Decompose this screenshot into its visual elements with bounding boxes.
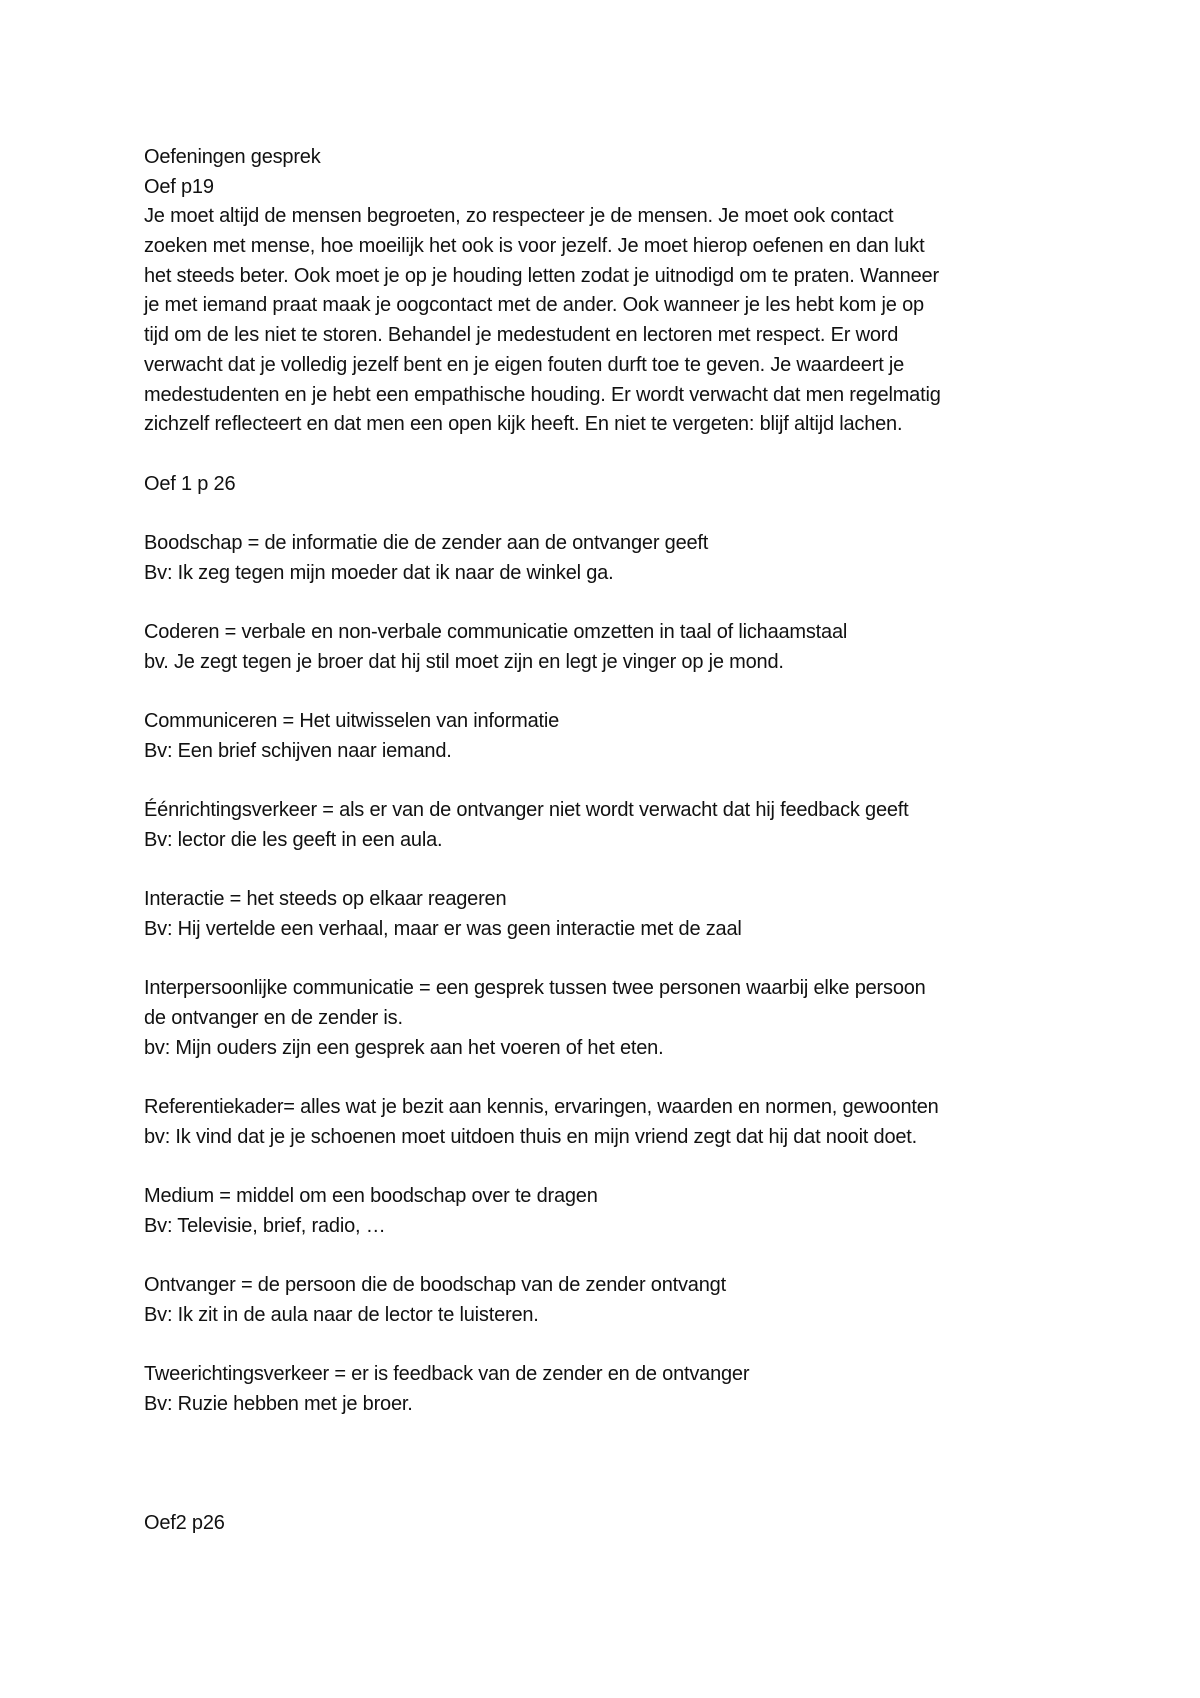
paragraph-line: tijd om de les niet te storen. Behandel je medestudent en lectoren met respect. Er word: [144, 324, 899, 347]
blank-line: [144, 945, 1074, 975]
blank-line: [144, 1241, 1074, 1271]
paragraph-line: het steeds beter. Ook moet je op je houding letten zodat je uitnodigd om te praten. Wanneer: [144, 264, 939, 287]
paragraph-line: je met iemand praat maak je oogcontact met de ander. Ook wanneer je les hebt kom je op: [144, 294, 924, 317]
blank-line: [144, 766, 1074, 796]
paragraph-line: verwacht dat je volledig jezelf bent en je eigen fouten durft toe te geven. Je waardeert je: [144, 353, 905, 376]
section-oef-p19: [144, 173, 1074, 440]
definition-term: Communiceren = Het uitwisselen van informatie: [144, 710, 560, 733]
blank-line: [144, 677, 1074, 707]
paragraph-line: zoeken met mense, hoe moeilijk het ook is voor jezelf. Je moet hierop oefenen en dan lukt: [144, 235, 925, 258]
definition-entry-communiceren: [144, 707, 1074, 766]
definition-example: bv: Mijn ouders zijn een gesprek aan het voeren of het eten.: [144, 1036, 664, 1059]
definition-entry-interactie: [144, 885, 1074, 944]
definition-entry-boodschap: [144, 529, 1074, 588]
definition-term: Boodschap = de informatie die de zender aan de ontvanger geeft: [144, 531, 709, 554]
definition-example: Bv: Hij vertelde een verhaal, maar er was geen interactie met de zaal: [144, 917, 742, 940]
blank-line: [144, 1331, 1074, 1361]
paragraph-line: medestudenten en je hebt een empathische houding. Er wordt verwacht dat men regelmatig: [144, 383, 941, 406]
definition-term: Éénrichtingsverkeer = als er van de ontvanger niet wordt verwacht dat hij feedback geeft: [144, 799, 909, 822]
blank-line: [144, 588, 1074, 618]
section-heading: Oef p19: [144, 175, 214, 198]
blank-line: [144, 856, 1074, 886]
paragraph-line: Je moet altijd de mensen begroeten, zo respecteer je de mensen. Je moet ook contact: [144, 205, 894, 228]
definition-term: Ontvanger = de persoon die de boodschap van de zender ontvangt: [144, 1274, 726, 1297]
blank-space: [144, 1420, 1074, 1509]
definition-term: Coderen = verbale en non-verbale communicatie omzetten in taal of lichaamstaal: [144, 621, 848, 643]
definition-term: Interpersoonlijke communicatie = een gesprek tussen twee personen waarbij elke persoon: [144, 977, 926, 1000]
blank-line: [144, 440, 1074, 470]
definition-term-continued: de ontvanger en de zender is.: [144, 1006, 403, 1029]
document-body: [144, 143, 1074, 1538]
section-heading-oef-1-p-26: Oef 1 p 26: [144, 472, 236, 495]
document-title: Oefeningen gesprek: [144, 146, 321, 168]
blank-line: [144, 1063, 1074, 1093]
definition-example: bv. Je zegt tegen je broer dat hij stil moet zijn en legt je vinger op je mond.: [144, 650, 784, 673]
definition-example: Bv: Televisie, brief, radio, …: [144, 1214, 386, 1237]
definition-example: Bv: Ruzie hebben met je broer.: [144, 1392, 413, 1415]
definition-term: Interactie = het steeds op elkaar reageren: [144, 888, 507, 911]
paragraph-line: zichzelf reflecteert en dat men een open kijk heeft. En niet te vergeten: blijf altijd lachen.: [144, 413, 903, 436]
blank-line: [144, 499, 1074, 529]
blank-line: [144, 1152, 1074, 1182]
definition-example: Bv: lector die les geeft in een aula.: [144, 828, 443, 851]
definition-example: Bv: Een brief schijven naar iemand.: [144, 739, 452, 762]
definition-entry-referentiekader: [144, 1093, 1074, 1152]
definition-entry-eenrichtingsverkeer: [144, 796, 1074, 855]
definition-term: Tweerichtingsverkeer = er is feedback van de zender en de ontvanger: [144, 1363, 750, 1386]
definition-entry-tweerichtingsverkeer: [144, 1360, 1074, 1419]
definition-example: Bv: Ik zeg tegen mijn moeder dat ik naar de winkel ga.: [144, 561, 614, 584]
definition-term: Referentiekader= alles wat je bezit aan kennis, ervaringen, waarden en normen, gewoonten: [144, 1096, 939, 1118]
definition-example: Bv: Ik zit in de aula naar de lector te luisteren.: [144, 1303, 539, 1326]
definition-entry-ontvanger: [144, 1271, 1074, 1330]
definition-term: Medium = middel om een boodschap over te dragen: [144, 1185, 598, 1208]
definition-entry-medium: [144, 1182, 1074, 1241]
section-heading-oef2-p26: Oef2 p26: [144, 1511, 225, 1534]
definition-example: bv: Ik vind dat je je schoenen moet uitdoen thuis en mijn vriend zegt dat hij dat nooit doet.: [144, 1125, 918, 1148]
definition-entry-interpersoonlijke-communicatie: [144, 974, 1074, 1063]
definition-entry-coderen: [144, 618, 1074, 677]
